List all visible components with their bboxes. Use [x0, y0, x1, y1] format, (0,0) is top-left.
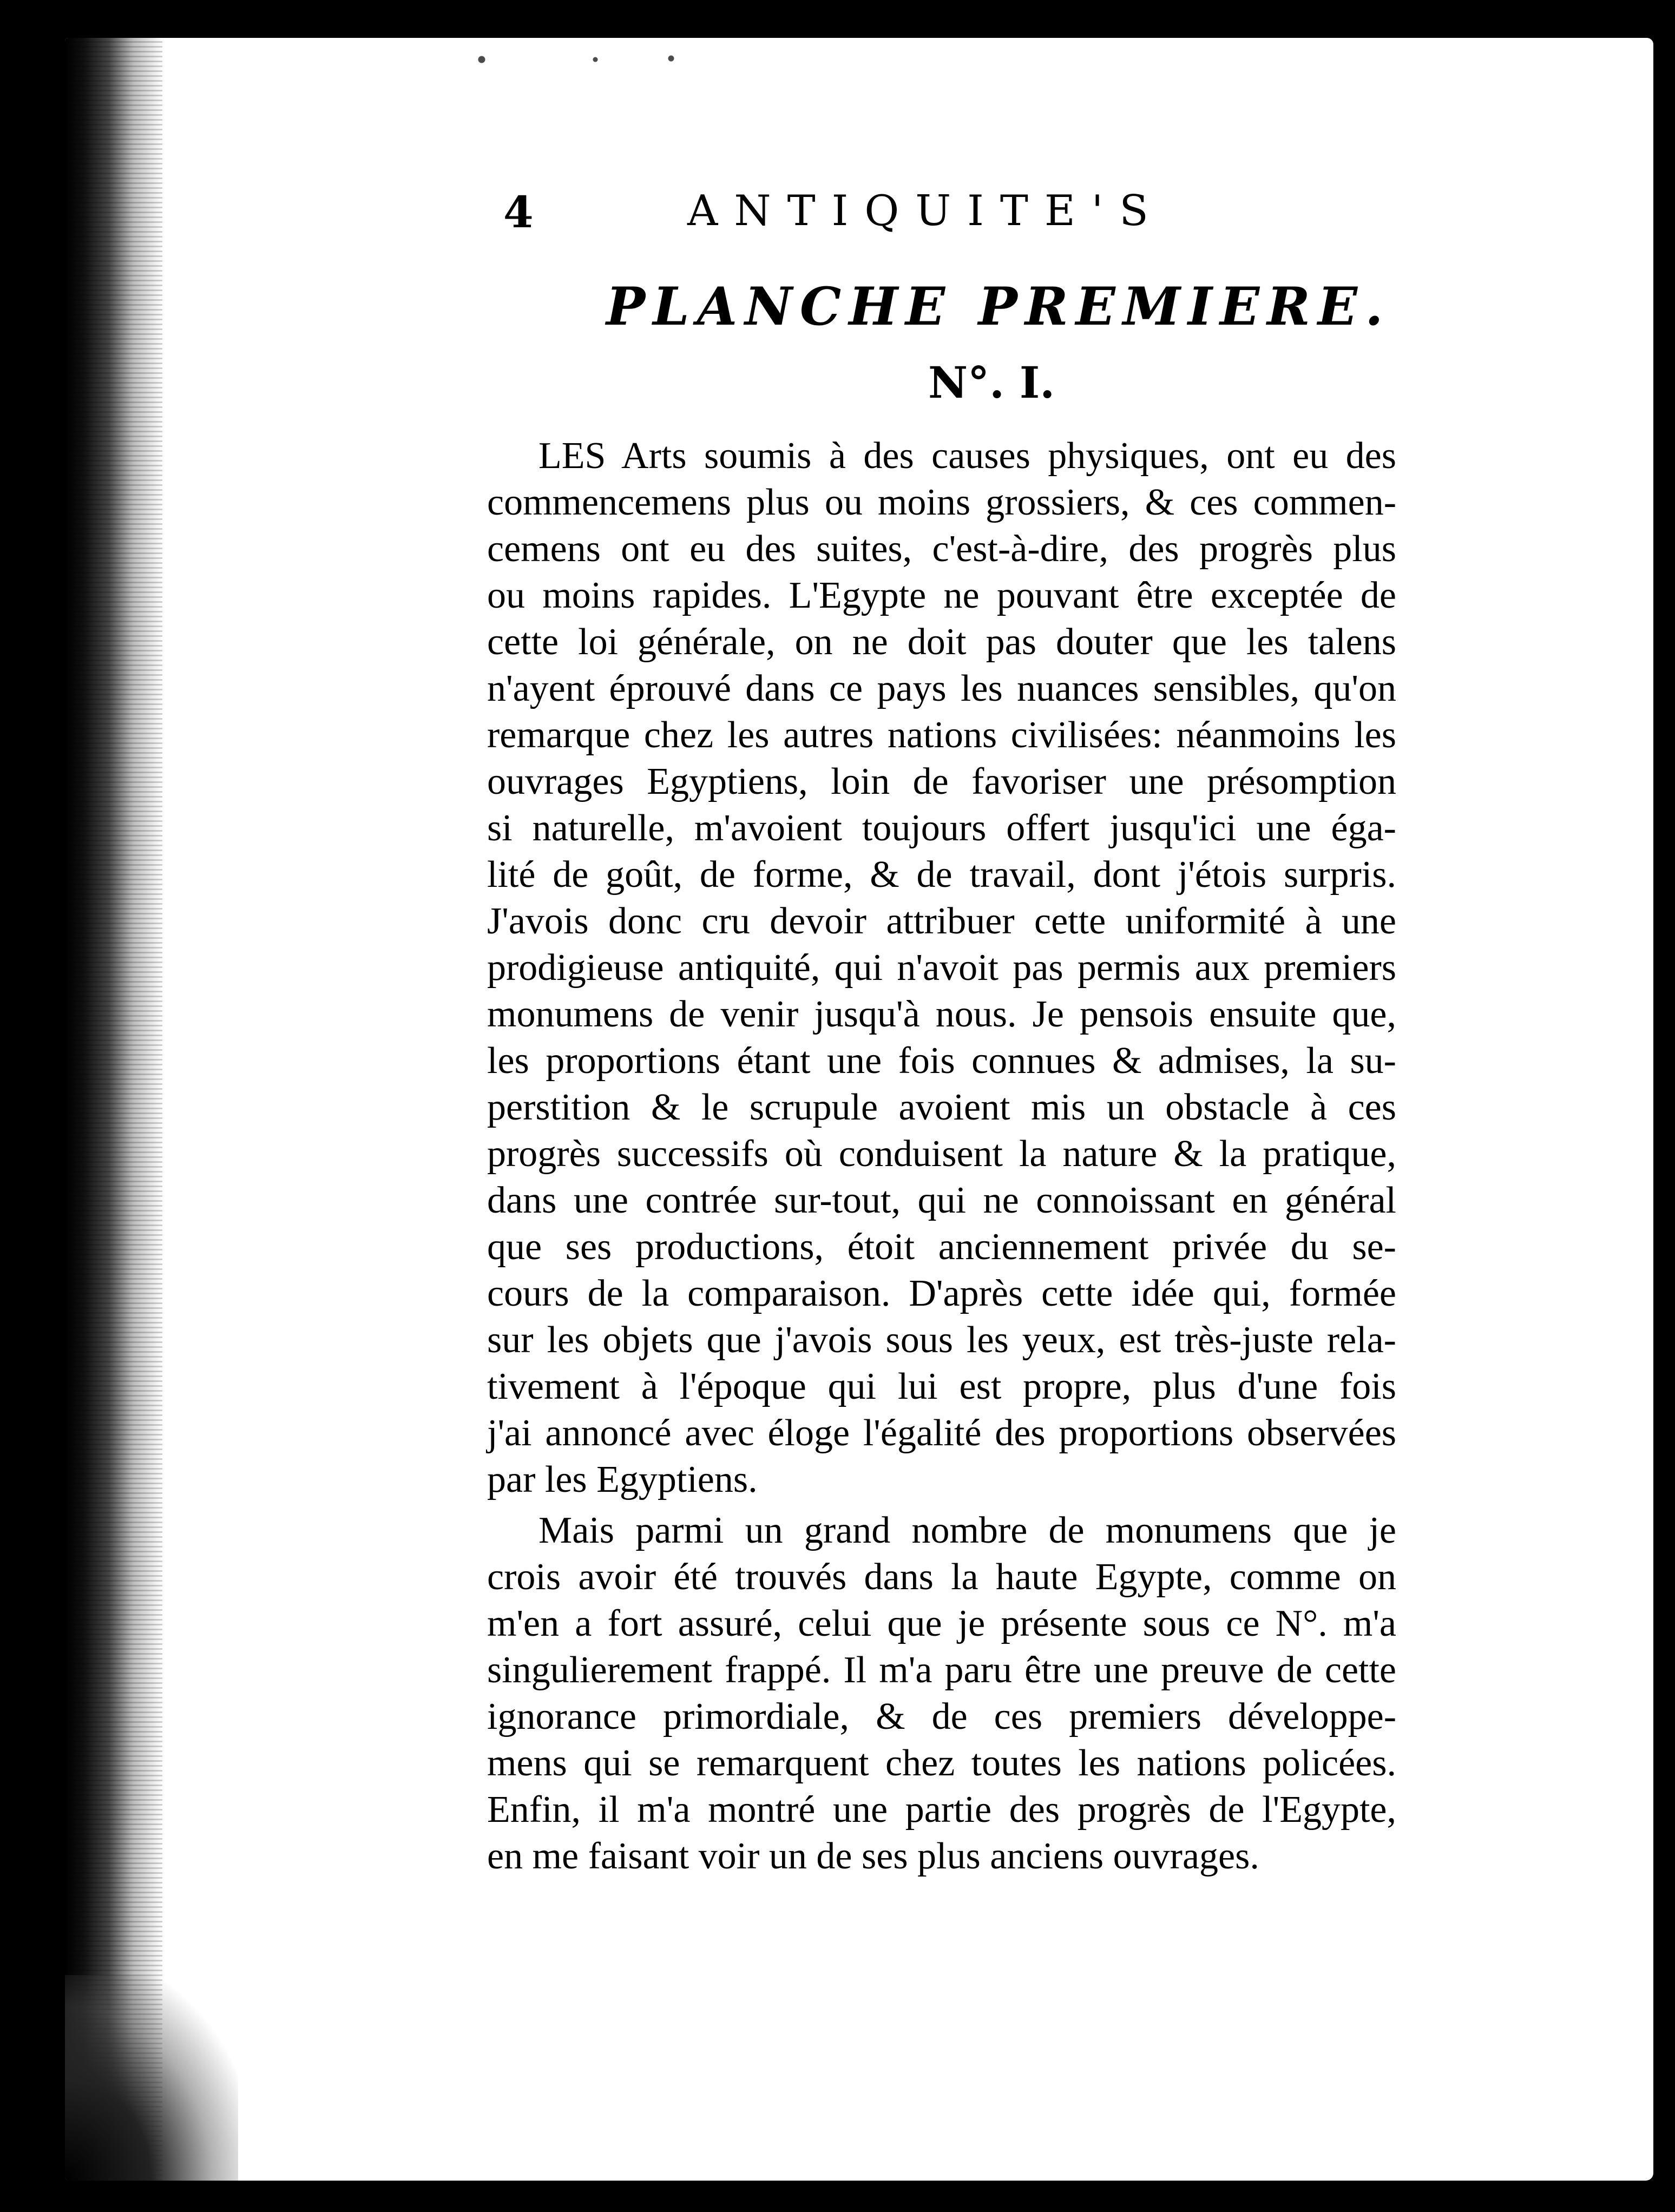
text-line: cette loi générale, on ne doit pas douter que les talens: [487, 621, 1396, 663]
body-text: [487, 433, 1396, 1880]
text-line: ouvrages Egyptiens, loin de favoriser une présomption: [487, 761, 1396, 802]
text-line: prodigieuse antiquité, qui n'avoit pas permis aux premiers: [487, 947, 1396, 989]
text-line: en me faisant voir un de ses plus anciens ouvrages.: [487, 1835, 1259, 1877]
text-line: sur les objets que j'avois sous les yeux, est très-juste rela-: [487, 1319, 1396, 1361]
text-line: j'ai annoncé avec éloge l'égalité des proportions observées: [487, 1412, 1396, 1454]
gutter-shadow: [65, 38, 162, 2181]
paragraph-gap: [487, 1503, 1396, 1507]
running-title: ANTIQUITE'S: [687, 187, 1165, 235]
text-line: cours de la comparaison. D'après cette idée qui, formée: [487, 1273, 1396, 1314]
text-line: perstition & le scrupule avoient mis un obstacle à ces: [487, 1087, 1396, 1128]
corner-shadow: [65, 1975, 238, 2181]
text-line: J'avois donc cru devoir attribuer cette uniformité à une: [487, 900, 1396, 942]
text-line: progrès successifs où conduisent la nature & la pratique,: [487, 1133, 1396, 1175]
text-line: ignorance primordiale, & de ces premiers développe-: [487, 1696, 1396, 1737]
text-line: crois avoir été trouvés dans la haute Egypte, comme on: [487, 1556, 1396, 1598]
text-line: m'en a fort assuré, celui que je présente sous ce N°. m'a: [487, 1603, 1396, 1644]
text-line: par les Egyptiens.: [487, 1459, 758, 1500]
text-line: Enfin, il m'a montré une partie des progrès de l'Egypte,: [487, 1789, 1396, 1831]
section-number: N°. I.: [928, 357, 1055, 408]
text-line: ou moins rapides. L'Egypte ne pouvant être exceptée de: [487, 575, 1396, 616]
text-line: dans une contrée sur-tout, qui ne connoissant en général: [487, 1180, 1396, 1221]
text-line: mens qui se remarquent chez toutes les nations policées.: [487, 1742, 1396, 1784]
scan-specks: [444, 54, 823, 65]
section-title: PLANCHE PREMIERE.: [606, 276, 1391, 337]
text-line: commencemens plus ou moins grossiers, & ces commen-: [487, 482, 1396, 523]
text-line: singulierement frappé. Il m'a paru être une preuve de cette: [487, 1649, 1396, 1691]
text-line: monumens de venir jusqu'à nous. Je pensois ensuite que,: [487, 993, 1396, 1035]
text-line: si naturelle, m'avoient toujours offert jusqu'ici une éga-: [487, 807, 1396, 849]
text-line: LES Arts soumis à des causes physiques, ont eu des: [538, 435, 1396, 477]
text-line: les proportions étant une fois connues & admises, la su-: [487, 1040, 1396, 1082]
running-head: [503, 187, 1423, 257]
text-line: que ses productions, étoit anciennement privée du se-: [487, 1226, 1396, 1268]
text-line: n'ayent éprouvé dans ce pays les nuances sensibles, qu'on: [487, 668, 1396, 709]
text-line: cemens ont eu des suites, c'est-à-dire, des progrès plus: [487, 528, 1396, 570]
text-line: Mais parmi un grand nombre de monumens que je: [538, 1510, 1396, 1551]
text-line: lité de goût, de forme, & de travail, dont j'étois surpris.: [487, 854, 1396, 896]
text-line: tivement à l'époque qui lui est propre, plus d'une fois: [487, 1366, 1396, 1407]
page-number: 4: [503, 187, 534, 238]
text-line: remarque chez les autres nations civilisées: néanmoins les: [487, 714, 1396, 756]
